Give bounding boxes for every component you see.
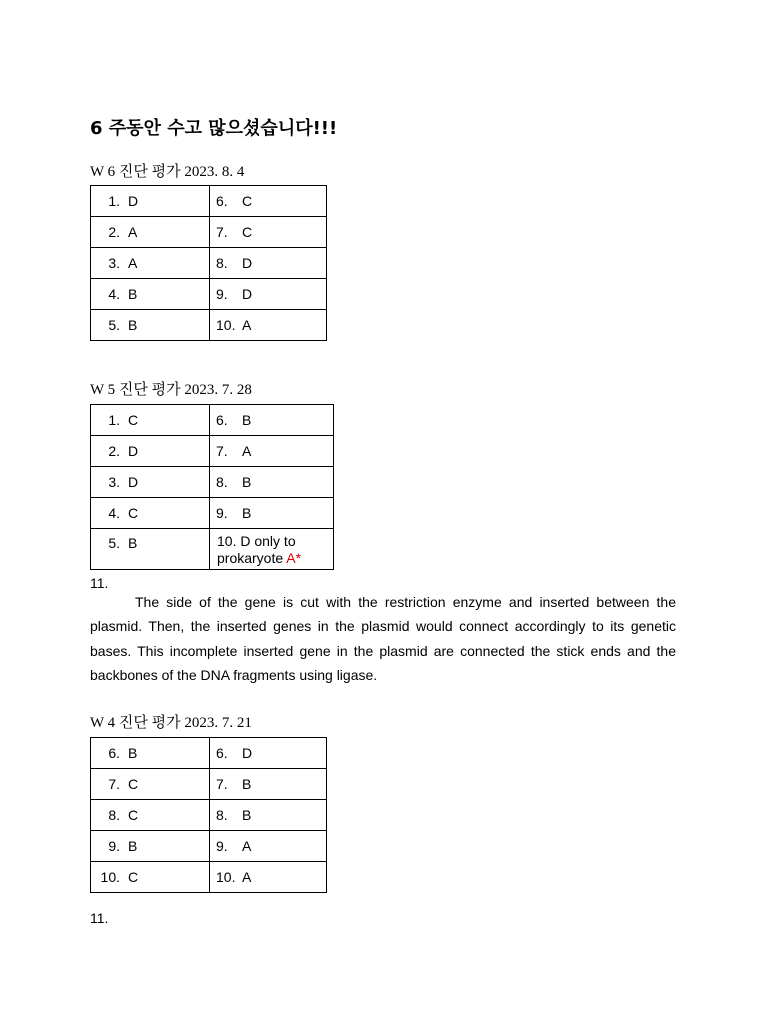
answer-cell [91,248,210,279]
answer-cell [210,405,334,436]
table-row [91,248,327,279]
answer-value: B [242,474,252,490]
table-row [91,862,327,893]
question-number: 3. [108,255,120,271]
answer-value: B [242,412,252,428]
answer-cell [91,738,210,769]
answer-cell [210,436,334,467]
question-number: 5. [108,317,120,333]
question-number: 9. [216,286,228,302]
answer-value: D [128,443,139,459]
answer-cell [91,405,210,436]
question-number: 5. [108,535,120,551]
answer-value: B [128,535,138,551]
table-row [91,738,327,769]
answer-cell [91,310,210,341]
answer-cell [210,769,327,800]
answer-value: D [128,193,139,209]
answer-cell [91,862,210,893]
question-number: 10. [216,317,236,333]
answer-cell [91,279,210,310]
question-number: 9. [108,838,120,854]
answer-cell [91,217,210,248]
question-number: 9. [216,838,228,854]
answer-cell [210,279,327,310]
answer-value: B [242,776,252,792]
table-row [91,498,334,529]
answer-cell [91,800,210,831]
question-number: 8. [216,255,228,271]
answer-cell [210,831,327,862]
answer-cell [210,248,327,279]
written-answer: The side of the gene is cut with the restriction enzyme and inserted between the plasmid. Then, the inserted genes in the plasmid would connect accordingly to its genetic bases. This incomplete inserted gene in the plasmid are connected the stick ends and the backbones of the DNA fragments using ligase. [90,594,676,683]
table-row [91,769,327,800]
question-number: 1. [108,193,120,209]
answer-cell [91,529,210,570]
question-number: 4. [108,286,120,302]
answer-cell [210,862,327,893]
table-row [91,529,334,570]
answer-value: C [242,193,253,209]
question-number: 7. [216,224,228,240]
section-heading-w6: W 6 진단 평가 2023. 8. 4 [90,164,245,180]
answer-value: D [128,474,139,490]
answer-cell [91,831,210,862]
answer-text: 10. D only to prokaryote [217,533,296,566]
answer-cell [210,310,327,341]
table-row [91,186,327,217]
question-number: 4. [108,505,120,521]
answer-cell [210,498,334,529]
question-label-11: 11. [90,575,109,591]
answer-cell [210,467,334,498]
answer-value: A [242,869,252,885]
question-number: 6. [216,412,228,428]
answer-cell [210,800,327,831]
answer-value: D [242,286,253,302]
answer-cell [91,186,210,217]
answer-value: C [128,412,139,428]
answer-value: C [128,505,139,521]
answer-cell [91,436,210,467]
answer-value: D [242,255,253,271]
answer-cell [210,186,327,217]
answer-cell [91,467,210,498]
answer-value: B [242,807,252,823]
table-row [91,436,334,467]
question-number: 8. [216,474,228,490]
question-number: 7. [216,776,228,792]
answer-value: A [128,255,138,271]
answer-cell [210,217,327,248]
table-row [91,217,327,248]
answer-cell [210,738,327,769]
table-row [91,831,327,862]
question-number: 6. [108,745,120,761]
section-heading-w4: W 4 진단 평가 2023. 7. 21 [90,715,252,731]
question-number: 2. [108,224,120,240]
section-heading-w5: W 5 진단 평가 2023. 7. 28 [90,382,252,398]
question-number: 3. [108,474,120,490]
answer-value: B [128,745,138,761]
answer-cell [91,769,210,800]
table-row [91,467,334,498]
answer-value: D [242,745,253,761]
answer-value: C [128,776,139,792]
question-number: 10. [216,869,236,885]
table-row [91,310,327,341]
table-row [91,279,327,310]
answer-cell [91,498,210,529]
answer-table-w4 [90,737,327,893]
answer-value: A [242,317,252,333]
table-row [91,800,327,831]
question-number: 1. [108,412,120,428]
answer-table-w5 [90,404,334,570]
answer-value: C [128,807,139,823]
answer-value: B [128,286,138,302]
question-number: 6. [216,745,228,761]
question-label-11-w4: 11. [90,910,109,926]
answer-value: A [242,443,252,459]
question-number: 2. [108,443,120,459]
question-number: 7. [216,443,228,459]
question-number: 10. [100,869,120,885]
answer-value: C [242,224,253,240]
question-number: 6. [216,193,228,209]
question-number: 8. [108,807,120,823]
answer-value: A [128,224,138,240]
question-number: 9. [216,505,228,521]
answer-value: B [128,838,138,854]
answer-value: C [128,869,139,885]
question-number: 8. [216,807,228,823]
answer-cell [210,529,334,570]
answer-value: A [242,838,252,854]
grading-mark: A* [286,550,302,566]
answer-value: B [128,317,138,333]
page-title: 6 주동안 수고 많으셨습니다!!! [90,118,338,139]
answer-value: B [242,505,252,521]
table-row [91,405,334,436]
answer-table-w6 [90,185,327,341]
question-number: 7. [108,776,120,792]
